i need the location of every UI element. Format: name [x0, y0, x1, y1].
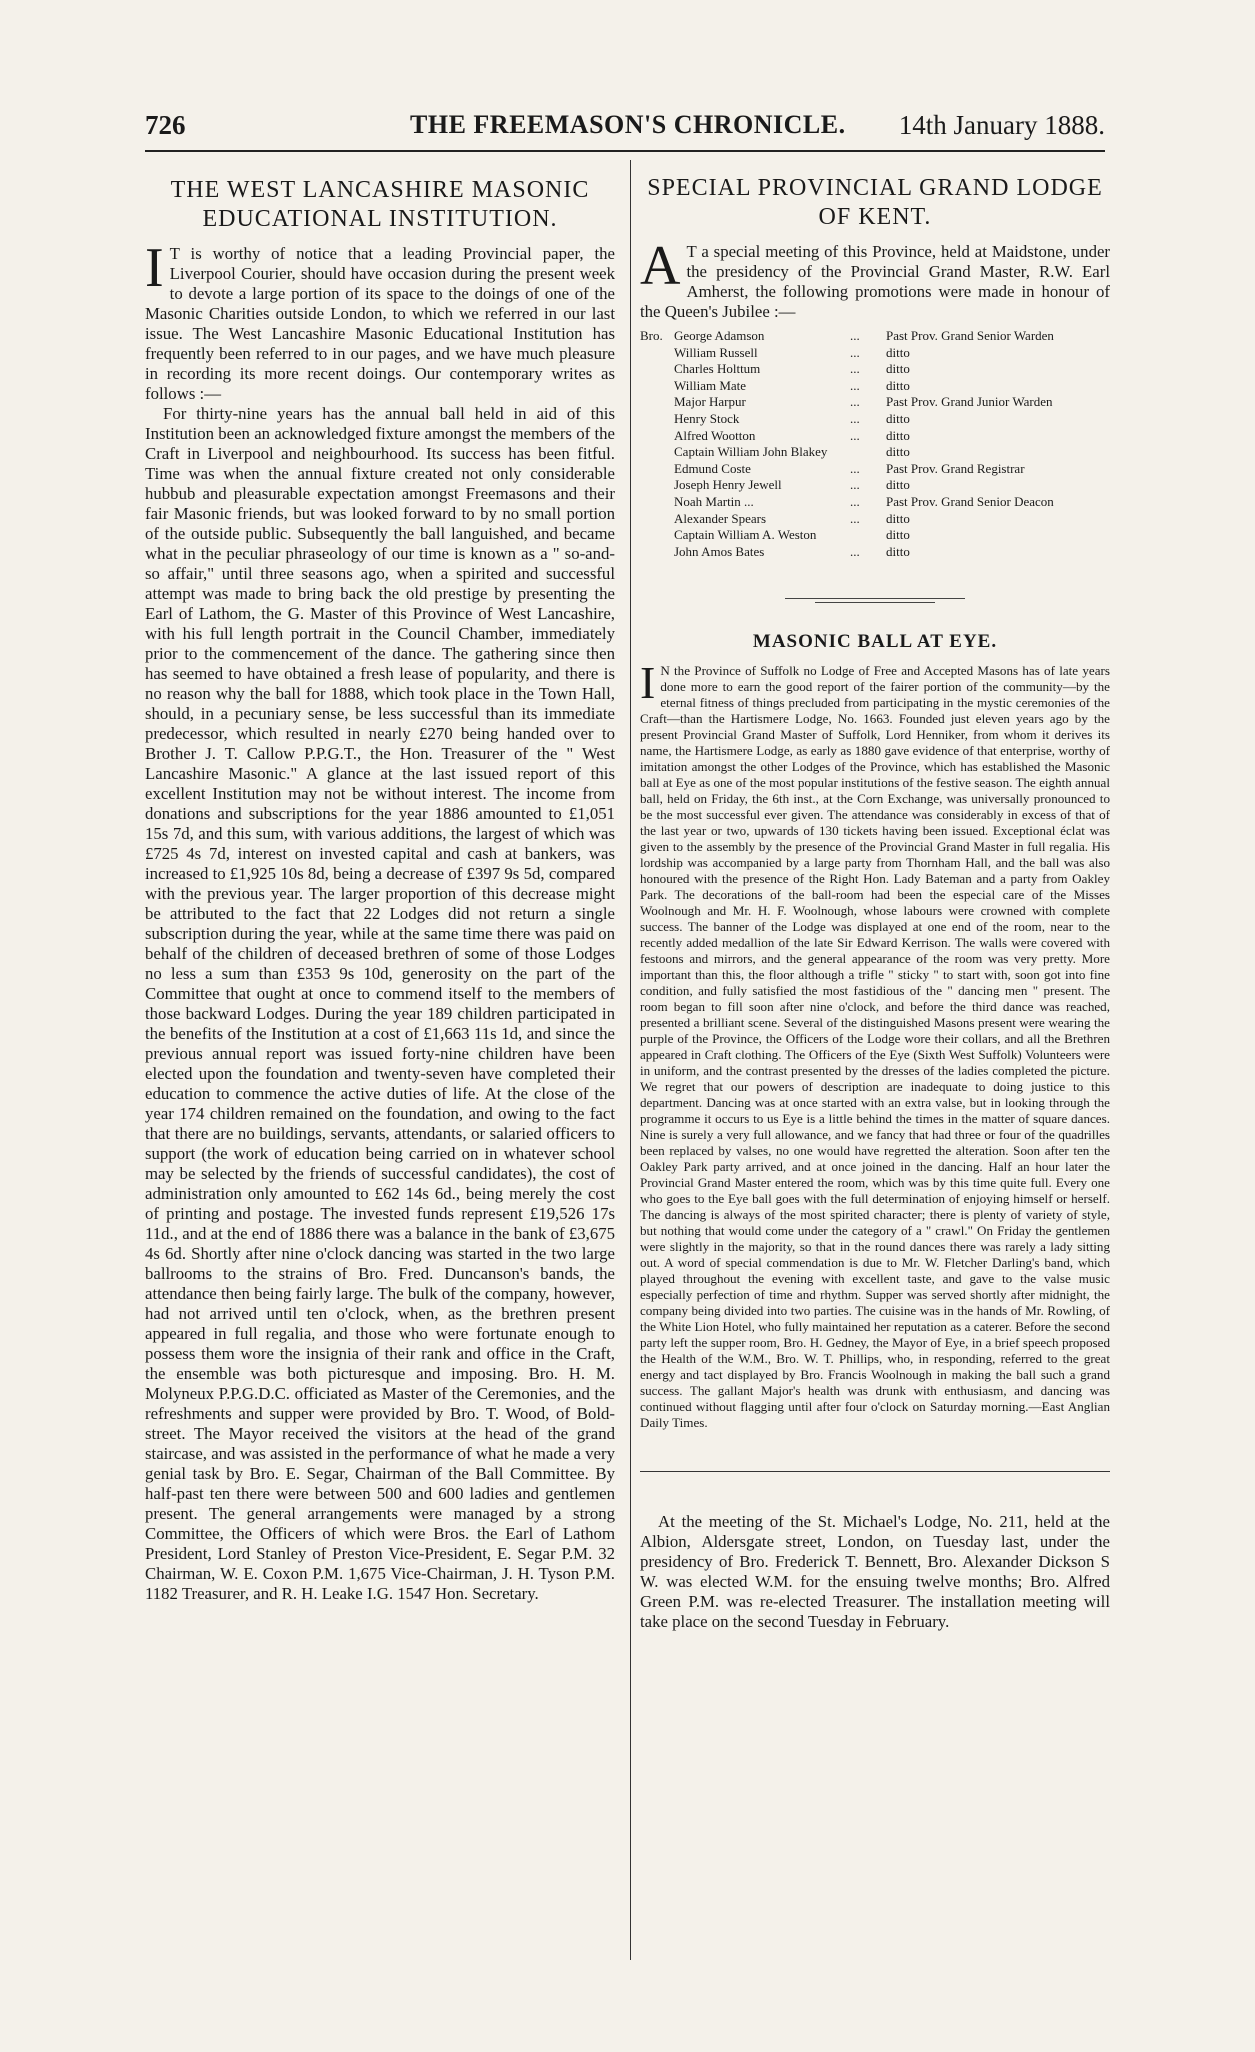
journal-title: THE FREEMASON'S CHRONICLE.	[410, 110, 846, 139]
promotion-name: Alexander Spears	[674, 510, 767, 526]
promotion-row	[640, 394, 1054, 411]
promotion-dots: ...	[850, 493, 860, 509]
promotion-rank: Past Prov. Grand Senior Deacon	[886, 493, 1054, 509]
promotion-rank: ditto	[886, 377, 910, 393]
promotion-prefix	[640, 511, 674, 528]
promotion-row	[640, 444, 1054, 461]
promotion-rank: ditto	[886, 444, 910, 460]
promotion-prefix	[640, 527, 674, 544]
promotion-rank: ditto	[886, 510, 910, 526]
promotion-dots: ...	[850, 410, 860, 426]
intro-text: T a special meeting of this Province, held at Maidstone, under the presidency of the Provincial Grand Master, R.W. Earl Amherst, the following promotions were made in honour of the Queen's Jubilee :—	[640, 242, 1110, 321]
promotions-list	[640, 328, 1054, 560]
promotion-dots	[850, 444, 886, 461]
st-michaels-lodge-notice	[640, 1512, 1110, 1632]
promotion-dots	[850, 527, 886, 544]
promotion-row	[640, 345, 1054, 362]
promotion-prefix	[640, 477, 674, 494]
promotion-rank: Past Prov. Grand Senior Warden	[886, 328, 1054, 343]
article-paragraph-1	[145, 237, 615, 404]
promotion-name: Alfred Wootton	[674, 427, 756, 443]
promotion-name: Henry Stock	[674, 410, 740, 426]
promotion-rank: ditto	[886, 427, 910, 443]
article-paragraph-2	[145, 404, 615, 1604]
article-heading-masonic-ball: MASONIC BALL AT EYE.	[752, 631, 998, 653]
promotion-name: Noah Martin ...	[674, 493, 754, 509]
promotion-prefix	[640, 411, 674, 428]
promotion-prefix	[640, 444, 674, 461]
column-divider	[630, 160, 631, 1960]
promotion-rank: Past Prov. Grand Junior Warden	[886, 394, 1053, 410]
promotion-row	[640, 411, 1054, 428]
promotion-dots: ...	[850, 344, 860, 360]
promotion-prefix	[640, 428, 674, 445]
promotion-rank: ditto	[886, 527, 910, 543]
promotion-row	[640, 527, 1054, 544]
promotion-prefix	[640, 494, 674, 511]
promotion-rank: ditto	[886, 344, 910, 360]
promotion-name: Captain William A. Weston	[674, 527, 817, 543]
promotion-dots: ...	[850, 543, 860, 559]
promotion-rank: ditto	[886, 361, 910, 377]
promotion-row	[640, 461, 1054, 478]
article-heading-kent: SPECIAL PROVINCIAL GRAND LODGE OF KENT.	[647, 175, 1103, 230]
promotion-rank: ditto	[886, 477, 910, 493]
promotion-name: Edmund Coste	[674, 460, 751, 476]
promotion-prefix	[640, 394, 674, 411]
section-rule	[640, 1471, 1110, 1472]
drop-cap: I	[145, 237, 164, 299]
issue-date: 14th January 1888.	[898, 110, 1105, 140]
section-divider	[785, 598, 965, 599]
promotion-dots: ...	[850, 361, 860, 377]
promotion-rank: ditto	[886, 410, 910, 426]
promotion-name: George Adamson	[674, 328, 765, 343]
promotion-dots: ...	[850, 328, 860, 343]
page-header	[145, 110, 1105, 150]
promotion-name: Captain William John Blakey	[674, 444, 828, 460]
promotion-prefix: Bro.	[640, 328, 663, 343]
paragraph-text: For thirty-nine years has the annual ball held in aid of this Institution been an acknowledged fixture amongst the members of the Craft in Liverpool and neighbourhood. Its success has been fitful. Time was when the annual fixture created not only considerable hubbub and pleasurable expectation amongst Freemasons and their fair Masonic friends, but was looked forward to by no small portion of the outside public. Subsequently the ball languished, and became what in the peculiar phraseology of our time is known as a " so-and-so affair," until three seasons ago, when a spirited and successful attempt was made to bring back the old prestige by presenting the Earl of Lathom, the G. Master of this Province of West Lancashire, with his full length portrait in the Council Chamber, immediately prior to the commencement of the dance. The gathering since then has seemed to have obtained a fresh lease of popularity, and there is no reason why the ball for 1888, which took place in the Town Hall, should, in a pecuniary sense, be less successful than its immediate predecessor, which resulted in nearly £270 being handed over to Brother J. T. Callow P.P.G.T., the Hon. Treasurer of the " West Lancashire Masonic." A glance at the last issued report of this excellent Institution may not be without interest. The income from donations and subscriptions for the year 1886 amounted to £1,051 15s 7d, and this sum, with various additions, the largest of which was £725 4s 7d, interest on invested capital and cash at bankers, was increased to £1,925 10s 8d, being a decrease of £397 9s 5d, compared with the previous year. The larger proportion of this decrease might be attributed to the fact that 22 Lodges did not return a single subscription during the year, while at the same time there was paid on behalf of the children of deceased brethren of some of those Lodges no less a sum than £353 9s 10d, generosity on the part of the Committee that ought at once to commend itself to the members of those backward Lodges. During the year 189 children participated in the benefits of the Institution at a cost of £1,663 11s 1d, and since the previous annual report was issued forty-nine children have been elected upon the foundation and twenty-seven have completed their education to commence the active duties of life. At the close of the year 174 children remained on the foundation, and owing to the fact that there are no buildings, servants, attendants, or salaried officers to support (the work of education being carried on in whatever school may be selected by the friends of successful candidates), the cost of administration only amounted to £62 14s 6d., being merely the cost of printing and postage. The invested funds represent £19,526 17s 11d., and at the end of 1886 there was a balance in the bank of £3,675 4s 6d. Shortly after nine o'clock dancing was started in the two large ballrooms to the strains of Bro. Fred. Duncanson's bands, the attendance then being fairly large. The bulk of the company, however, had not arrived until ten o'clock, when, as the brethren present appeared in full regalia, and those who were fortunate enough to possess them wore the insignia of their rank and office in the Craft, the ensemble was both picturesque and imposing. Bro. H. M. Molyneux P.P.G.D.C. officiated as Master of the Ceremonies, and the refreshments and supper were provided by Bro. T. Wood, of Bold-street. The Mayor received the visitors at the head of the grand staircase, and was assisted in the performance of what he made a very genial task by Bro. E. Segar, Chairman of the Ball Committee. By half-past ten there were between 500 and 600 ladies and gentlemen present. The general arrangements were managed by a strong Committee, the Officers of which were Bros. the Earl of Lathom President, Lord Stanley of Preston Vice-President, E. Segar P.M. 32 Chairman, W. E. Coxon P.M. 1,675 Vice-Chairman, J. H. Tyson P.M. 1182 Treasurer, and R. H. Leake I.G. 1547 Hon. Secretary.	[145, 404, 615, 1603]
promotion-row	[640, 494, 1054, 511]
ball-text: N the Province of Suffolk no Lodge of Free and Accepted Masons has of late years done more to earn the good report of the fairer portion of the community—by the eternal fitness of things precluded from participating in the mystic ceremonies of the Craft—than the Hartismere Lodge, No. 1663. Founded just eleven years ago by the present Provincial Grand Master of Suffolk, Lord Henniker, from whom it derives its name, the Hartismere Lodge, as early as 1880 gave evidence of that enterprise, worthy of imitation amongst the other Lodges of the Province, which has established the Masonic ball at Eye as one of the most popular institutions of the festive season. The eighth annual ball, held on Friday, the 6th inst., at the Corn Exchange, was universally pronounced to be the most successful ever given. The attendance was considerably in excess of that of the last year or two, upwards of 130 tickets having been issued. Exceptional éclat was given to the assembly by the presence of the Provincial Grand Master in full regalia. His lordship was accompanied by a large party from Thornham Hall, and the ball was also honoured with the presence of the Right Hon. Lady Bateman and a party from Oakley Park. The decorations of the ball-room had been the especial care of the Misses Woolnough and Mr. H. F. Woolnough, whose labours were crowned with complete success. The banner of the Lodge was displayed at one end of the room, near to the recently added medallion of the late Sir Edward Kerrison. The walls were covered with festoons and mirrors, and the general appearance of the room was very pretty. More important than this, the floor although a trifle " sticky " to start with, soon got into fine condition, and fully satisfied the most fastidious of the " dancing men " present. The room began to fill soon after nine o'clock, and before the third dance was reached, presented a brilliant scene. Several of the distinguished Masons present were wearing the purple of the Province, the Officers of the Lodge wore their collars, and all the Brethren appeared in Craft clothing. The Officers of the Eye (Sixth West Suffolk) Volunteers were in uniform, and the contrast presented by the dresses of the ladies completed the picture. We regret that our powers of description are inadequate to doing justice to this department. Dancing was at once started with an extra valse, but in looking through the programme it occurs to us Eye is a little behind the times in the matter of square dances. Nine is surely a very full allowance, and we fancy that had three or four of the quadrilles been replaced by valses, no one would have regretted the alteration. Soon after ten the Oakley Park party arrived, and at once joined in the dancing. Half an hour later the Provincial Grand Master entered the room, which was by this time quite full. Every one who goes to the Eye ball goes with the full determination of enjoying himself or herself. The dancing is always of the most spirited character; there is plenty of variety of style, but nothing that would come under the category of a " crawl." On Friday the gentlemen were slightly in the majority, so that in the round dances there was rarely a lady sitting out. A word of special commendation is due to Mr. W. Fletcher Darling's band, which played throughout the evening with excellent taste, and gave to the valse music especially perfection of time and rhythm. Supper was served shortly after midnight, the company being divided into two parties. The cuisine was in the hands of Mr. Rowling, of the White Lion Hotel, who fully maintained her reputation as a caterer. Before the second party left the supper room, Bro. H. Gedney, the Mayor of Eye, in a brief speech proposed the Health of the W.M., Bro. W. T. Phillips, who, in responding, referred to the great energy and tact displayed by Bro. Francis Woolnough in making the ball such a grand success. The gallant Major's health was drunk with enthusiasm, and dancing was continued without flagging until after four o'clock on Saturday morning.—East Anglian Daily Times.	[640, 663, 1110, 1431]
promotion-row	[640, 511, 1054, 528]
promotion-name: William Russell	[674, 344, 758, 360]
promotion-dots: ...	[850, 377, 860, 393]
promotion-row	[640, 328, 1054, 345]
promotion-row	[640, 378, 1054, 395]
drop-cap: A	[640, 235, 681, 297]
promotion-dots: ...	[850, 394, 860, 410]
article-heading-west-lancashire: THE WEST LANCASHIRE MASONIC EDUCATIONAL INSTITUTION.	[170, 177, 590, 232]
drop-cap: I	[640, 657, 656, 709]
promotion-dots: ...	[850, 460, 860, 476]
promotion-dots: ...	[850, 427, 860, 443]
promotion-row	[640, 428, 1054, 445]
page-number: 726	[145, 110, 186, 140]
promotion-rank: ditto	[886, 543, 910, 559]
promotion-name: Major Harpur	[674, 394, 746, 410]
masonic-ball-text	[640, 657, 1110, 1431]
promotion-prefix	[640, 361, 674, 378]
promotion-name: Charles Holttum	[674, 361, 761, 377]
paragraph-text: T is worthy of notice that a leading Provincial paper, the Liverpool Courier, should have occasion during the present week to devote a large portion of its space to the doings of one of the Masonic Charities outside London, to which we referred in our last issue. The West Lancashire Masonic Educational Institution has frequently been referred to in our pages, and we have much pleasure in recording its more recent doings. Our contemporary writes as follows :—	[145, 244, 615, 403]
promotion-prefix	[640, 378, 674, 395]
promotion-dots: ...	[850, 477, 860, 493]
promotion-prefix	[640, 345, 674, 362]
section-divider	[815, 602, 935, 603]
promotion-dots: ...	[850, 510, 860, 526]
promotion-row	[640, 544, 1054, 561]
promotion-name: William Mate	[674, 377, 747, 393]
promotion-row	[640, 361, 1054, 378]
left-column	[145, 176, 615, 1604]
kent-intro	[640, 235, 1110, 322]
right-column	[640, 174, 1110, 1632]
promotion-row	[640, 477, 1054, 494]
promotion-rank: Past Prov. Grand Registrar	[886, 460, 1025, 476]
promotion-prefix	[640, 544, 674, 561]
promotion-prefix	[640, 461, 674, 478]
notice-text: At the meeting of the St. Michael's Lodge, No. 211, held at the Albion, Aldersgate street, London, on Tuesday last, under the presidency of Bro. Frederick T. Bennett, Bro. Alexander Dickson S W. was elected W.M. for the ensuing twelve months; Bro. Alfred Green P.M. was re-elected Treasurer. The installation meeting will take place on the second Tuesday in February.	[640, 1512, 1110, 1632]
header-rule	[145, 150, 1105, 152]
promotion-name: Joseph Henry Jewell	[674, 477, 782, 493]
promotion-name: John Amos Bates	[674, 543, 765, 559]
